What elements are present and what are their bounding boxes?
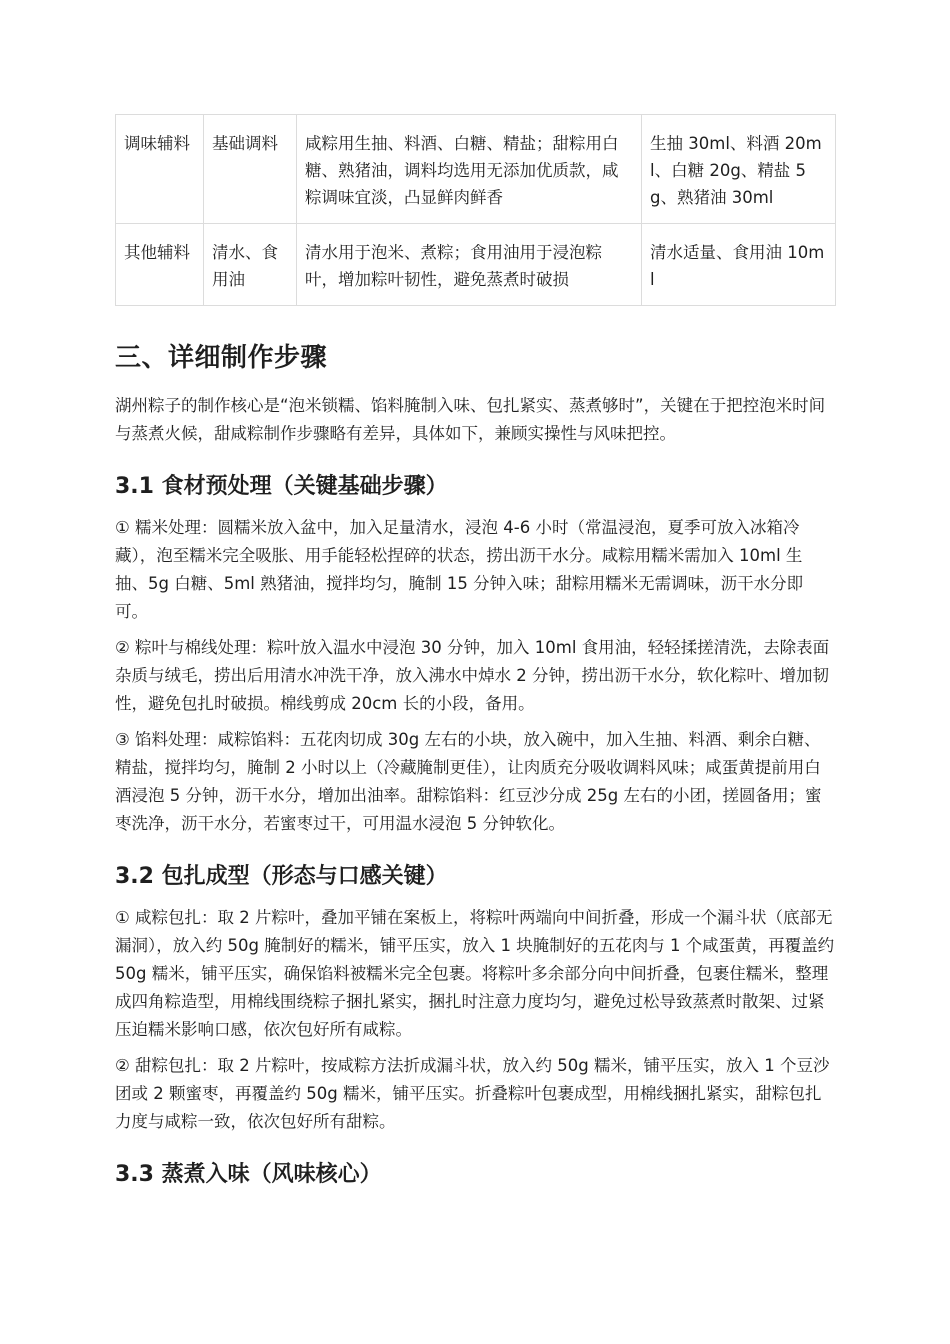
table-row bbox=[116, 224, 836, 306]
step-paragraph: ② 粽叶与棉线处理：粽叶放入温水中浸泡 30 分钟，加入 10ml 食用油，轻轻揉搓清洗，去除表面杂质与绒毛，捞出后用清水冲洗干净，放入沸水中焯水 2 分钟，捞出沥干水分，软化粽叶、增加韧性，避免包扎时破损。棉线剪成 20cm 长的小段，备用。 bbox=[115, 638, 830, 713]
table-cell-category: 调味辅料 bbox=[116, 115, 204, 224]
step-paragraph: ③ 馅料处理：咸粽馅料：五花肉切成 30g 左右的小块，放入碗中，加入生抽、料酒、剩余白糖、精盐，搅拌均匀，腌制 2 小时以上（冷藏腌制更佳），让肉质充分吸收调料风味；咸蛋黄提前用白酒浸泡 5 分钟，沥干水分，增加出油率。甜粽馅料：红豆沙分成 25g 左右的小团，搓圆备用；蜜枣洗净，沥干水分，若蜜枣过干，可用温水浸泡 5 分钟软化。 bbox=[115, 730, 822, 833]
document-page bbox=[115, 114, 835, 1192]
table-cell-amount: 生抽 30ml、料酒 20ml、白糖 20g、精盐 5g、熟猪油 30ml bbox=[642, 115, 836, 224]
subsection-heading: 3.2 包扎成型（形态与口感关键） bbox=[115, 864, 448, 889]
section-intro: 湖州粽子的制作核心是“泡米锁糯、馅料腌制入味、包扎紧实、蒸煮够时”，关键在于把控泡米时间与蒸煮火候，甜咸粽制作步骤略有差异，具体如下，兼顾实操性与风味把控。 bbox=[115, 396, 826, 443]
subsection-heading: 3.3 蒸煮入味（风味核心） bbox=[115, 1162, 382, 1187]
section-heading: 三、详细制作步骤 bbox=[115, 343, 328, 373]
table-cell-name: 基础调料 bbox=[204, 115, 297, 224]
table-cell-description: 清水用于泡米、煮粽；食用油用于浸泡粽叶，增加粽叶韧性，避免蒸煮时破损 bbox=[297, 224, 642, 306]
table-cell-description: 咸粽用生抽、料酒、白糖、精盐；甜粽用白糖、熟猪油，调料均选用无添加优质款，咸粽调味宜淡，凸显鲜肉鲜香 bbox=[297, 115, 642, 224]
table-cell-category: 其他辅料 bbox=[116, 224, 204, 306]
table-cell-amount: 清水适量、食用油 10ml bbox=[642, 224, 836, 306]
subsection-heading: 3.1 食材预处理（关键基础步骤） bbox=[115, 474, 448, 499]
step-paragraph: ① 咸粽包扎：取 2 片粽叶，叠加平铺在案板上，将粽叶两端向中间折叠，形成一个漏斗状（底部无漏洞），放入约 50g 腌制好的糯米，铺平压实，放入 1 块腌制好的五花肉与 1 个咸蛋黄，再覆盖约 50g 糯米，铺平压实，确保馅料被糯米完全包裹。将粽叶多余部分向中间折叠，包裹住糯米，整理成四角粽造型，用棉线围绕粽子捆扎紧实，捆扎时注意力度均匀，避免过松导致蒸煮时散架、过紧压迫糯米影响口感，依次包好所有咸粽。 bbox=[115, 908, 835, 1039]
ingredients-table bbox=[115, 114, 836, 306]
step-paragraph: ② 甜粽包扎：取 2 片粽叶，按咸粽方法折成漏斗状，放入约 50g 糯米，铺平压实，放入 1 个豆沙团或 2 颗蜜枣，再覆盖约 50g 糯米，铺平压实。折叠粽叶包裹成型，用棉线捆扎紧实，甜粽包扎力度与咸粽一致，依次包好所有甜粽。 bbox=[115, 1056, 830, 1131]
step-paragraph: ① 糯米处理：圆糯米放入盆中，加入足量清水，浸泡 4-6 小时（常温浸泡，夏季可放入冰箱冷藏），泡至糯米完全吸胀、用手能轻松捏碎的状态，捞出沥干水分。咸粽用糯米需加入 10ml 生抽、5g 白糖、5ml 熟猪油，搅拌均匀，腌制 15 分钟入味；甜粽用糯米无需调味，沥干水分即可。 bbox=[115, 518, 804, 621]
table-row bbox=[116, 115, 836, 224]
table-cell-name: 清水、食用油 bbox=[204, 224, 297, 306]
